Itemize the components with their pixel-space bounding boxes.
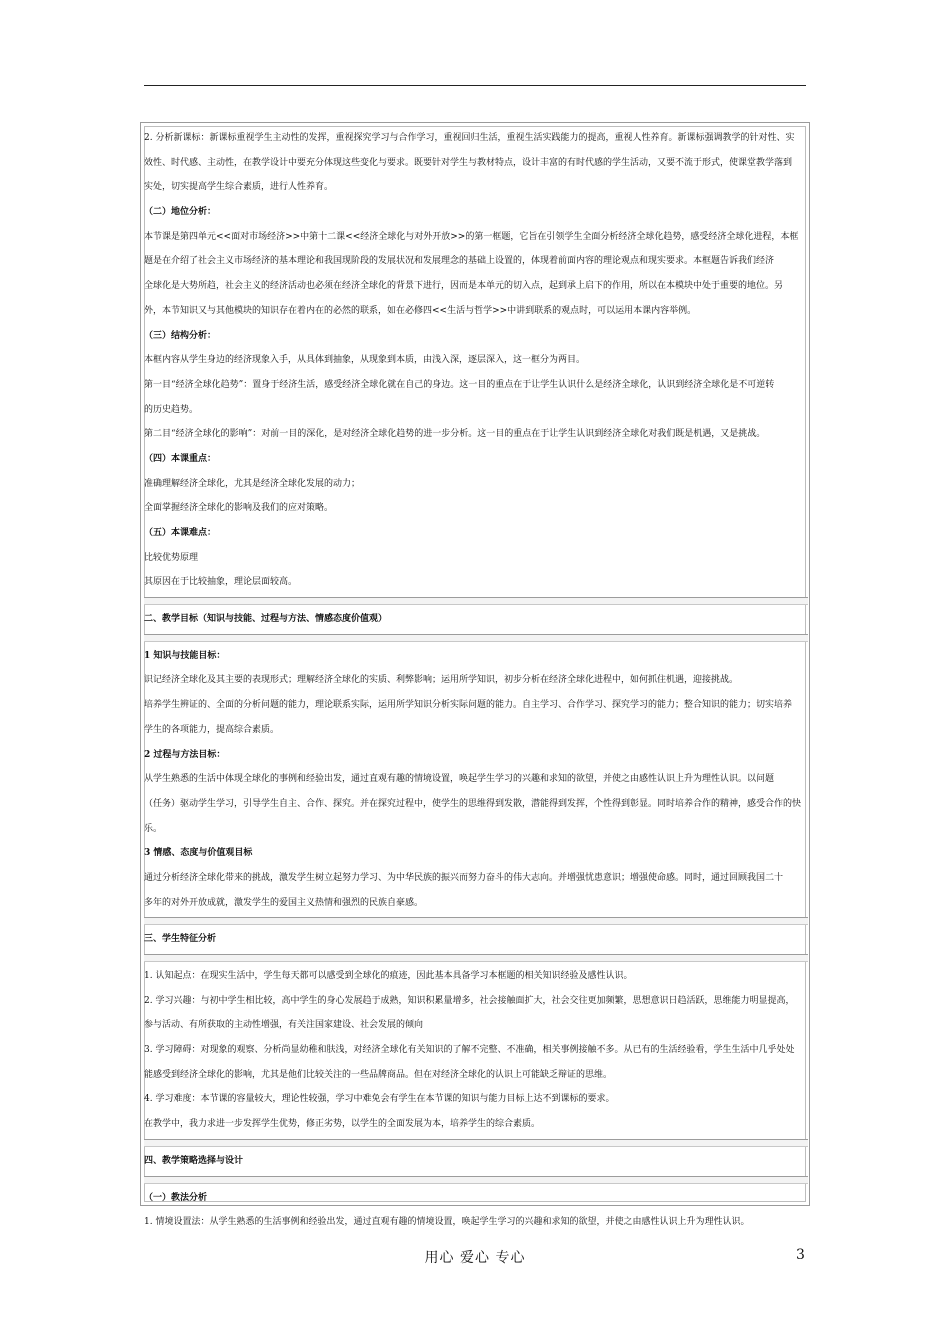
section-divider bbox=[144, 597, 808, 605]
paragraph-line: 识记经济全球化及其主要的表现形式；理解经济全球化的实质、利弊影响；运用所学知识，初步分析在经济全球化进程中，如何抓住机遇，迎接挑战。 bbox=[144, 675, 739, 686]
paragraph-line: 参与活动、有所获取的主动性增强，有关注国家建设、社会发展的倾向 bbox=[144, 1020, 424, 1031]
paragraph-line: 外，本节知识又与其他模块的知识存在着内在的必然的联系，如在必修四<<生活与哲学>>中讲到联系的观点时，可以运用本课内容举例。 bbox=[144, 305, 697, 316]
paragraph-line: 学生的各项能力，提高综合素质。 bbox=[144, 724, 280, 735]
section-heading-student-analysis: 三、学生特征分析 bbox=[144, 934, 217, 945]
subsection-heading-key-points: （四）本课重点： bbox=[144, 453, 217, 464]
footer-motto: 用心 爱心 专心 bbox=[424, 1250, 526, 1266]
paragraph-line: 本节课是第四单元<<面对市场经济>>中第十二课<<经济全球化与对外开放>>的第一框题，它旨在引领学生全面分析经济全球化趋势，感受经济全球化进程，本框 bbox=[144, 231, 799, 242]
paragraph-line: 本框内容从学生身边的经济现象入手，从具体到抽象，从现象到本质，由浅入深，逐层深入，这一框分为两目。 bbox=[144, 355, 586, 366]
paragraph-line: 在教学中，我力求进一步发挥学生优势，修正劣势，以学生的全面发展为本，培养学生的综合素质。 bbox=[144, 1119, 541, 1130]
paragraph-line: 的历史趋势。 bbox=[144, 404, 199, 415]
paragraph-line: 1. 情境设置法：从学生熟悉的生活事例和经验出发，通过直观有趣的情境设置，唤起学生学习的兴趣和求知的欲望，并使之由感性认识上升为理性认识。 bbox=[144, 1217, 750, 1228]
paragraph-line: 乐。 bbox=[144, 823, 163, 834]
subsection-heading-methods: （一）教法分析 bbox=[144, 1192, 208, 1203]
goal-heading-process: 2 过程与方法目标： bbox=[144, 749, 226, 760]
paragraph-line: 题是在介绍了社会主义市场经济的基本理论和我国现阶段的发展状况和发展理念的基础上设置的，体现着前面内容的理论观点和现实要求。本框题告诉我们经济 bbox=[144, 256, 775, 267]
section-divider bbox=[144, 954, 808, 962]
subsection-heading-structure: （三）结构分析： bbox=[144, 330, 217, 341]
paragraph-line: 能感受到经济全球化的影响，尤其是他们比较关注的一些品牌商品。但在对经济全球化的认识上可能缺乏辩证的思维。 bbox=[144, 1069, 613, 1080]
section-divider bbox=[144, 1139, 808, 1147]
paragraph-line: 4. 学习难度：本节课的容量较大，理论性较强，学习中难免会有学生在本节课的知识与能力目标上达不到课标的要求。 bbox=[144, 1094, 615, 1105]
paragraph-line: 准确理解经济全球化，尤其是经济全球化发展的动力； bbox=[144, 478, 361, 489]
paragraph-line: 3. 学习障碍：对现象的观察、分析尚显幼稚和肤浅，对经济全球化有关知识的了解不完整、不准确，相关事例接触不多。从已有的生活经验看，学生生活中几乎处处 bbox=[144, 1045, 795, 1056]
section-heading-objectives: 二、教学目标（知识与技能、过程与方法、情感态度价值观） bbox=[144, 614, 388, 625]
paragraph-line: 通过分析经济全球化带来的挑战，激发学生树立起努力学习、为中华民族的振兴而努力奋斗的伟大志向。并增强忧患意识；增强使命感。同时，通过回顾我国二十 bbox=[144, 872, 784, 883]
paragraph-line: 其原因在于比较抽象，理论层面较高。 bbox=[144, 577, 298, 588]
page-number: 3 bbox=[796, 1247, 805, 1263]
goal-heading-values: 3 情感、态度与价值观目标 bbox=[144, 848, 253, 859]
paragraph-line: 2. 学习兴趣：与初中学生相比较，高中学生的身心发展趋于成熟，知识积累量增多，社会接触面扩大，社会交往更加频繁，思想意识日趋活跃，思维能力明显提高， bbox=[144, 995, 795, 1006]
paragraph-line: 比较优势原理 bbox=[144, 552, 199, 563]
paragraph-line: 全面掌握经济全球化的影响及我们的应对策略。 bbox=[144, 503, 334, 514]
paragraph-line: 多年的对外开放成就，激发学生的爱国主义热情和强烈的民族自豪感。 bbox=[144, 897, 424, 908]
paragraph-line: （任务）驱动学生学习，引导学生自主、合作、探究。并在探究过程中，使学生的思维得到发散，潜能得到发挥，个性得到彰显。同时培养合作的精神，感受合作的快 bbox=[144, 798, 802, 809]
paragraph-line: 全球化是大势所趋，社会主义的经济活动也必须在经济全球化的背景下进行，因而是本单元的切入点，起到承上启下的作用，所以在本模块中处于重要的地位。另 bbox=[144, 281, 784, 292]
paragraph-line: 实处，切实提高学生综合素质，进行人性养育。 bbox=[144, 182, 334, 193]
paragraph-line: 培养学生辨证的、全面的分析问题的能力，理论联系实际，运用所学知识分析实际问题的能力。自主学习、合作学习、探究学习的能力；整合知识的能力；切实培养 bbox=[144, 700, 793, 711]
paragraph-line: 第二目“经济全球化的影响”：对前一目的深化，是对经济全球化趋势的进一步分析。这一目的重点在于让学生认识到经济全球化对我们既是机遇，又是挑战。 bbox=[144, 429, 766, 440]
goal-heading-knowledge: 1 知识与技能目标： bbox=[144, 650, 226, 661]
document-content bbox=[144, 126, 808, 1235]
paragraph-line: 从学生熟悉的生活中体现全球化的事例和经验出发，通过直观有趣的情境设置，唤起学生学习的兴趣和求知的欲望，并使之由感性认识上升为理性认识。以问题 bbox=[144, 774, 775, 785]
section-divider bbox=[144, 1176, 808, 1184]
paragraph-line: 1. 认知起点：在现实生活中，学生每天都可以感受到全球化的痕迹，因此基本具备学习本框题的相关知识经验及感性认识。 bbox=[144, 971, 633, 981]
header-rule bbox=[144, 85, 806, 86]
section-heading-strategy: 四、教学策略选择与设计 bbox=[144, 1155, 244, 1166]
subsection-heading-position: （二）地位分析： bbox=[144, 207, 217, 218]
section-divider bbox=[144, 634, 808, 642]
section-divider bbox=[144, 917, 808, 925]
paragraph-line: 效性、时代感、主动性，在教学设计中要充分体现这些变化与要求。既要针对学生与教材特点，设计丰富的有时代感的学生活动，又要不流于形式，使课堂教学落到 bbox=[144, 157, 793, 168]
subsection-heading-difficulties: （五）本课难点： bbox=[144, 528, 217, 538]
paragraph-line: 2. 分析新课标：新课标重视学生主动性的发挥，重视探究学习与合作学习，重视回归生活，重视生活实践能力的提高，重视人性养育。新课标强调教学的针对性、实 bbox=[144, 133, 795, 143]
paragraph-line: 第一目“经济全球化趋势”：置身于经济生活，感受经济全球化就在自己的身边。这一目的重点在于让学生认识什么是经济全球化，认识到经济全球化是不可逆转 bbox=[144, 379, 775, 390]
